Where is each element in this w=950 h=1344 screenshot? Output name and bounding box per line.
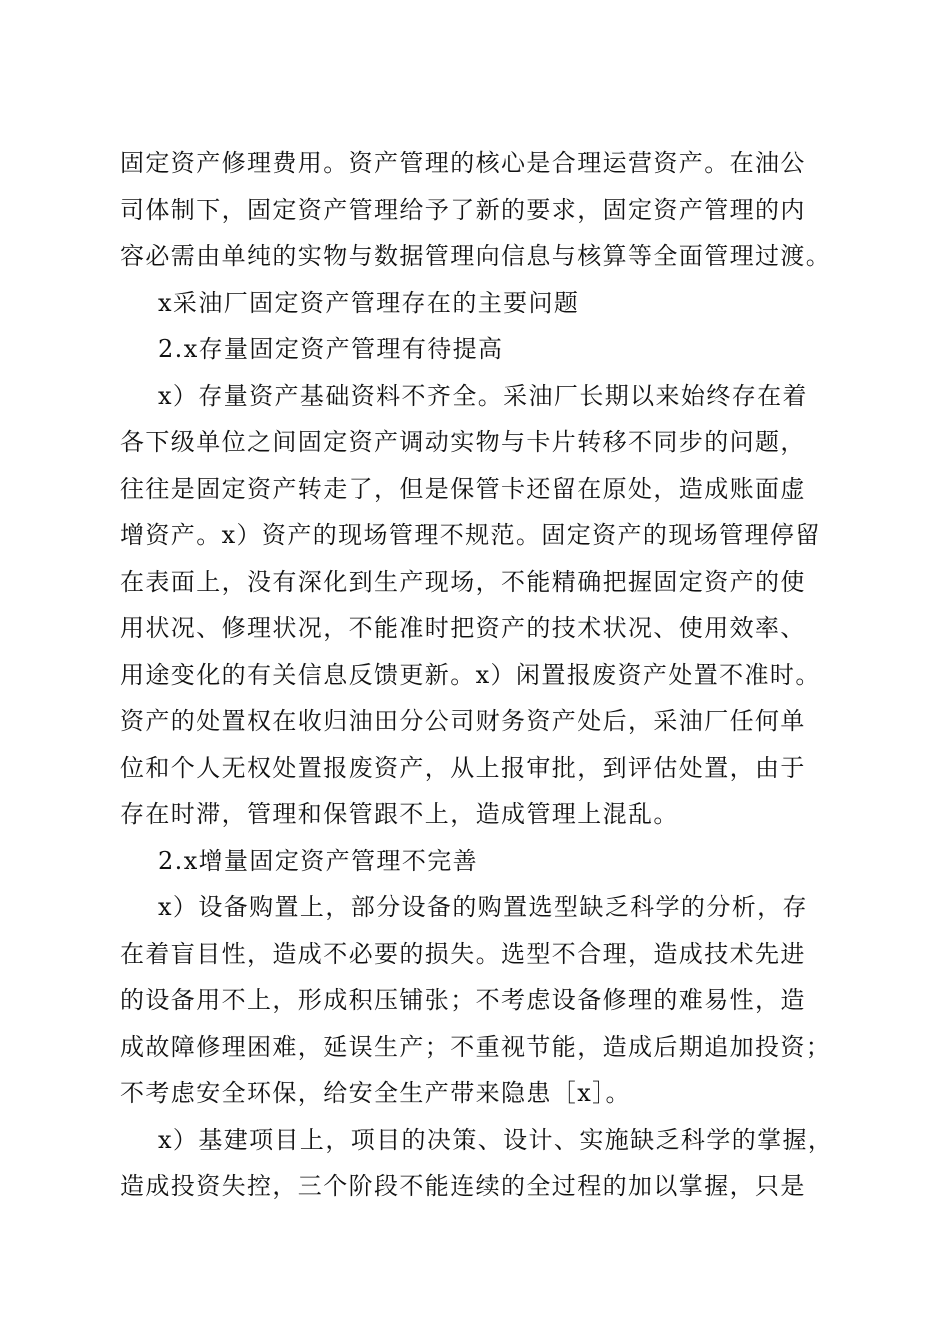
text-line: x）设备购置上，部分设备的购置选型缺乏科学的分析，存	[158, 893, 808, 921]
text-line: 用途变化的有关信息反馈更新。x）闲置报废资产处置不准时。	[120, 660, 821, 689]
text-line: 固定资产修理费用。资产管理的核心是合理运营资产。在油公	[120, 149, 806, 177]
text-line: x）基建项目上，项目的决策、设计、实施缺乏科学的掌握，	[158, 1125, 834, 1154]
text-line: 各下级单位之间固定资产调动实物与卡片转移不同步的问题，	[120, 428, 806, 456]
document-body	[120, 140, 832, 1210]
text-line: 用状况、修理状况，不能准时把资产的技术状况、使用效率、	[120, 614, 806, 642]
subsection-heading: 2.x增量固定资产管理不完善	[158, 846, 479, 875]
text-line: 存在时滞，管理和保管跟不上，造成管理上混乱。	[120, 800, 679, 828]
text-line: 资产的处置权在收归油田分公司财务资产处后，采油厂任何单	[120, 707, 806, 735]
subsection-heading: 2.x存量固定资产管理有待提高	[158, 335, 504, 363]
text-line: 的设备用不上，形成积压铺张；不考虑设备修理的难易性，造	[120, 986, 806, 1014]
text-line: 在表面上，没有深化到生产现场，不能精确把握固定资产的使	[120, 567, 806, 596]
text-line: 增资产。x）资产的现场管理不规范。固定资产的现场管理停留	[120, 521, 821, 549]
text-line: 位和个人无权处置报废资产，从上报审批，到评估处置，由于	[120, 753, 806, 782]
text-line: 在着盲目性，造成不必要的损失。选型不合理，造成技术先进	[120, 939, 806, 968]
text-line: 司体制下，固定资产管理给予了新的要求，固定资产管理的内	[120, 195, 806, 224]
section-heading: x采油厂固定资产管理存在的主要问题	[158, 288, 580, 317]
text-line: 不考虑安全环保，给安全生产带来隐患［x］。	[120, 1079, 631, 1107]
text-line: x）存量资产基础资料不齐全。采油厂长期以来始终存在着	[158, 381, 808, 410]
text-line: 容必需由单纯的实物与数据管理向信息与核算等全面管理过渡。	[120, 242, 832, 270]
text-line: 成故障修理困难，延误生产；不重视节能，造成后期追加投资；	[120, 1032, 832, 1061]
text-line: 往往是固定资产转走了，但是保管卡还留在原处，造成账面虚	[120, 474, 806, 503]
text-line: 造成投资失控，三个阶段不能连续的全过程的加以掌握，只是	[120, 1172, 806, 1200]
